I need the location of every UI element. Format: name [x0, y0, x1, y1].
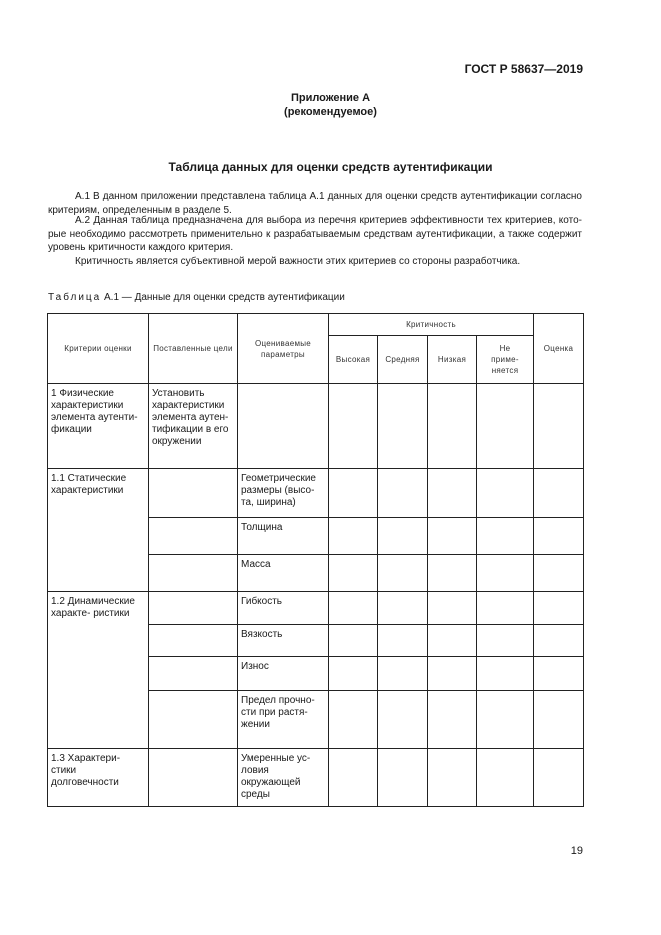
- cell-text: 1.2 Динамические характе- ристики: [51, 596, 135, 619]
- paragraph-a2: [48, 214, 582, 255]
- document-title: Таблица данных для оценки средств аутентификации: [168, 160, 493, 174]
- cell-high: [329, 691, 378, 749]
- cell-text: Износ: [241, 661, 269, 672]
- table-row: [48, 384, 584, 469]
- paragraph-a1: [48, 190, 582, 217]
- cell-params: [238, 625, 329, 657]
- cell-medium: [378, 657, 428, 691]
- cell-not-applicable: [477, 657, 534, 691]
- header-score: Оценка: [534, 314, 584, 384]
- cell-goals: [149, 592, 238, 625]
- header-low: Низкая: [428, 336, 477, 384]
- cell-goals: [149, 749, 238, 807]
- cell-high: [329, 592, 378, 625]
- cell-medium: [378, 749, 428, 807]
- cell-low: [428, 469, 477, 518]
- cell-goals: [149, 384, 238, 469]
- cell-params: [238, 555, 329, 592]
- cell-medium: [378, 555, 428, 592]
- cell-text: 1.3 Характери- стики долговечности: [51, 753, 121, 788]
- paragraph-criticality: [48, 255, 582, 269]
- cell-params: [238, 749, 329, 807]
- cell-score: [534, 691, 584, 749]
- cell-goals: [149, 469, 238, 518]
- cell-medium: [378, 592, 428, 625]
- cell-high: [329, 625, 378, 657]
- cell-text: 1.1 Статические характеристики: [51, 473, 127, 496]
- header-criteria: Критерии оценки: [48, 314, 149, 384]
- header-params: Оцениваемые параметры: [238, 314, 329, 384]
- cell-low: [428, 592, 477, 625]
- cell-text: Масса: [241, 559, 271, 570]
- evaluation-table: [47, 313, 584, 807]
- cell-criteria: [48, 749, 149, 807]
- cell-text: Умеренные ус- ловия окружающей среды: [241, 753, 311, 800]
- table-row: [48, 592, 584, 625]
- cell-not-applicable: [477, 691, 534, 749]
- cell-text: Предел прочно- сти при растя- жении: [241, 695, 315, 730]
- cell-score: [534, 592, 584, 625]
- cell-score: [534, 555, 584, 592]
- cell-text: Установить характеристики элемента аутен- тификации в его окружении: [152, 388, 229, 447]
- cell-text: 1 Физические характеристики элемента аутенти- фикации: [51, 388, 138, 435]
- cell-score: [534, 749, 584, 807]
- cell-high: [329, 518, 378, 555]
- cell-high: [329, 384, 378, 469]
- cell-low: [428, 749, 477, 807]
- cell-not-applicable: [477, 592, 534, 625]
- cell-low: [428, 657, 477, 691]
- cell-high: [329, 555, 378, 592]
- cell-low: [428, 555, 477, 592]
- table-caption-text: А.1 — Данные для оценки средств аутентификации: [104, 292, 345, 303]
- appendix-title: Приложение А: [290, 92, 371, 104]
- header-not-applicable: Не приме- няется: [477, 336, 534, 384]
- cell-score: [534, 469, 584, 518]
- cell-score: [534, 625, 584, 657]
- cell-score: [534, 657, 584, 691]
- cell-score: [534, 518, 584, 555]
- page-number: 19: [570, 845, 583, 857]
- header-goals: Поставленные цели: [149, 314, 238, 384]
- cell-high: [329, 749, 378, 807]
- header-high: Высокая: [329, 336, 378, 384]
- header-criticality: Критичность: [329, 314, 534, 336]
- cell-params: [238, 518, 329, 555]
- cell-params: [238, 384, 329, 469]
- cell-goals: [149, 691, 238, 749]
- cell-medium: [378, 691, 428, 749]
- table-row: [48, 469, 584, 518]
- cell-medium: [378, 469, 428, 518]
- cell-score: [534, 384, 584, 469]
- cell-goals: [149, 657, 238, 691]
- cell-not-applicable: [477, 518, 534, 555]
- cell-goals: [149, 518, 238, 555]
- cell-not-applicable: [477, 555, 534, 592]
- header-medium: Средняя: [378, 336, 428, 384]
- appendix-subtitle: (рекомендуемое): [284, 106, 377, 118]
- cell-params: [238, 691, 329, 749]
- cell-text: Геометрические размеры (высо- та, ширина): [241, 473, 316, 508]
- cell-medium: [378, 625, 428, 657]
- cell-text: Толщина: [241, 522, 283, 533]
- paragraph-a2-text: А.2 Данная таблица предназначена для выбора из перечня критериев эффективности тех критериев, кото- рые необходимо рассмотреть применительно к разрабатываемым средствам аутентификации, а также содержит уровень критичности каждого критерия.: [48, 215, 582, 253]
- cell-not-applicable: [477, 749, 534, 807]
- cell-low: [428, 384, 477, 469]
- cell-params: [238, 469, 329, 518]
- cell-goals: [149, 625, 238, 657]
- cell-goals: [149, 555, 238, 592]
- cell-params: [238, 592, 329, 625]
- cell-low: [428, 518, 477, 555]
- paragraph-criticality-text: Критичность является субъективной мерой важности этих критериев со стороны разработчика.: [75, 256, 521, 267]
- cell-medium: [378, 518, 428, 555]
- cell-text: Гибкость: [241, 596, 283, 607]
- paragraph-a1-text: А.1 В данном приложении представлена таблица А.1 данных для оценки средств аутентификации согласно критериям, определенным в разделе 5.: [48, 191, 582, 216]
- standard-code: ГОСТ Р 58637—2019: [464, 62, 583, 76]
- cell-text: Вязкость: [241, 629, 283, 640]
- cell-criteria: [48, 384, 149, 469]
- cell-not-applicable: [477, 384, 534, 469]
- table-row: [48, 749, 584, 807]
- cell-medium: [378, 384, 428, 469]
- cell-high: [329, 657, 378, 691]
- table-caption-prefix: Таблица: [48, 292, 102, 303]
- cell-not-applicable: [477, 469, 534, 518]
- cell-low: [428, 691, 477, 749]
- cell-criteria: [48, 592, 149, 749]
- cell-not-applicable: [477, 625, 534, 657]
- cell-low: [428, 625, 477, 657]
- cell-high: [329, 469, 378, 518]
- cell-params: [238, 657, 329, 691]
- cell-criteria: [48, 469, 149, 592]
- table-caption: [48, 292, 345, 303]
